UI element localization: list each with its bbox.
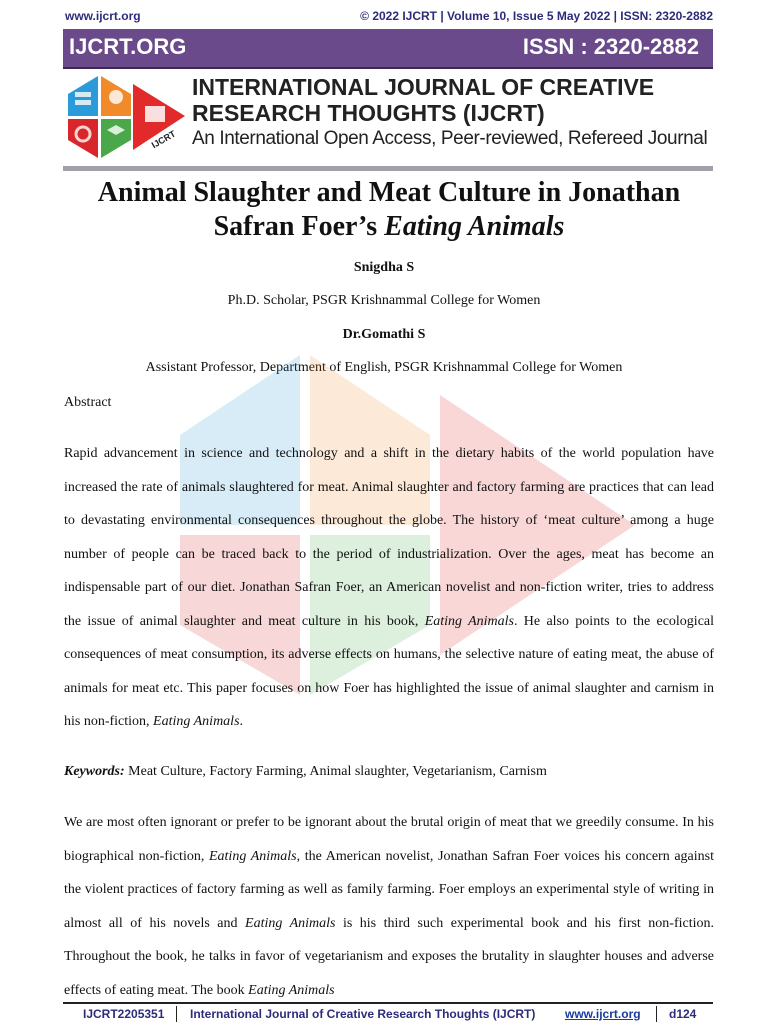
logo-text: IJCRT xyxy=(149,128,178,151)
keywords-list: Meat Culture, Factory Farming, Animal slaughter, Vegetarianism, Carnism xyxy=(124,764,547,779)
running-header xyxy=(63,6,713,26)
journal-title-line2: RESEARCH THOUGHTS (IJCRT) xyxy=(192,100,545,126)
banner-issn: ISSN : 2320-2882 xyxy=(522,34,699,59)
footer-divider xyxy=(176,1006,177,1022)
abstract-label: Abstract xyxy=(64,395,112,410)
page-footer xyxy=(63,1002,713,1026)
journal-title-line1: INTERNATIONAL JOURNAL OF CREATIVE xyxy=(192,74,655,100)
site-url[interactable]: www.ijcrt.org xyxy=(65,9,141,23)
body-book-title-2: Eating Animals xyxy=(245,915,336,931)
author-2-name: Dr.Gomathi S xyxy=(342,327,426,342)
body-book-title-1: Eating Animals xyxy=(208,848,297,864)
paper-title-book: Eating Animals xyxy=(384,211,565,242)
body-book-title-3: Eating Animals xyxy=(248,982,335,998)
author-1-affiliation: Ph.D. Scholar, PSGR Krishnammal College for Women xyxy=(227,293,541,308)
abstract-book-title-1: Eating Animals xyxy=(424,613,514,629)
journal-title xyxy=(192,74,722,126)
page-number: d124 xyxy=(669,1007,697,1021)
keywords-line xyxy=(64,764,547,780)
paper-title-line2: Safran Foer’s xyxy=(213,211,385,242)
abstract-book-title-2: Eating Animals xyxy=(153,714,240,729)
footer-link[interactable]: www.ijcrt.org xyxy=(565,1007,641,1021)
keywords-label: Keywords: xyxy=(64,764,125,779)
body-paragraph: We are most often ignorant or prefer to be ignorant about the brutal origin of meat that we greedily consume. In his biographical non-fiction, Eating Animals, the American novelist, Jonathan Safran Foer voices his concern against the violent practices of factory farming as well as family farming. Foer employs an experimental style of writing in almost all of his novels and Eating Animals is his third such experimental book and his first non-fiction. Throughout the book, he talks in favor of vegetarianism and exposes the brutality in slaughter houses and adverse effects of eating meat. The book Eating Animals xyxy=(64,815,715,998)
journal-banner xyxy=(63,29,713,69)
footer-divider xyxy=(656,1006,657,1022)
ijcrt-logo-icon xyxy=(63,72,193,162)
author-2-affiliation: Assistant Professor, Department of English, PSGR Krishnammal College for Women xyxy=(145,360,623,375)
banner-site-name: IJCRT.ORG xyxy=(69,34,187,59)
journal-subtitle: An International Open Access, Peer-reviewed, Refereed Journal xyxy=(192,128,708,149)
author-1-name: Snigdha S xyxy=(353,260,415,275)
citation-info: © 2022 IJCRT | Volume 10, Issue 5 May 2022 | ISSN: 2320-2882 xyxy=(360,9,713,23)
paper-title-line1: Animal Slaughter and Meat Culture in Jonathan xyxy=(97,177,681,208)
abstract-paragraph: Rapid advancement in science and technology and a shift in the dietary habits of the world population have increased the rate of animals slaughtered for meat. Animal slaughter and factory farming are practices that can lead to devastating environmental consequences throughout the globe. The history of ‘meat culture’ among a huge number of people can be traced back to the period of industrialization. Over the ages, meat has become an indispensable part of our diet. Jonathan Safran Foer, an American novelist and non-fiction writer, tries to address the issue of animal slaughter and meat culture in his book, Eating Animals. He also points to the ecological consequences of meat consumption, its adverse effects on humans, the selective nature of eating meat, the abuse of animals for meat etc. This paper focuses on how Foer has highlighted the issue of animal slaughter and carnism in his non-fiction, Eating Animals. xyxy=(64,446,715,729)
header-divider xyxy=(63,166,713,171)
footer-journal-name: International Journal of Creative Research Thoughts (IJCRT) xyxy=(190,1007,536,1021)
paper-title xyxy=(40,176,738,244)
paper-id: IJCRT2205351 xyxy=(83,1007,165,1021)
